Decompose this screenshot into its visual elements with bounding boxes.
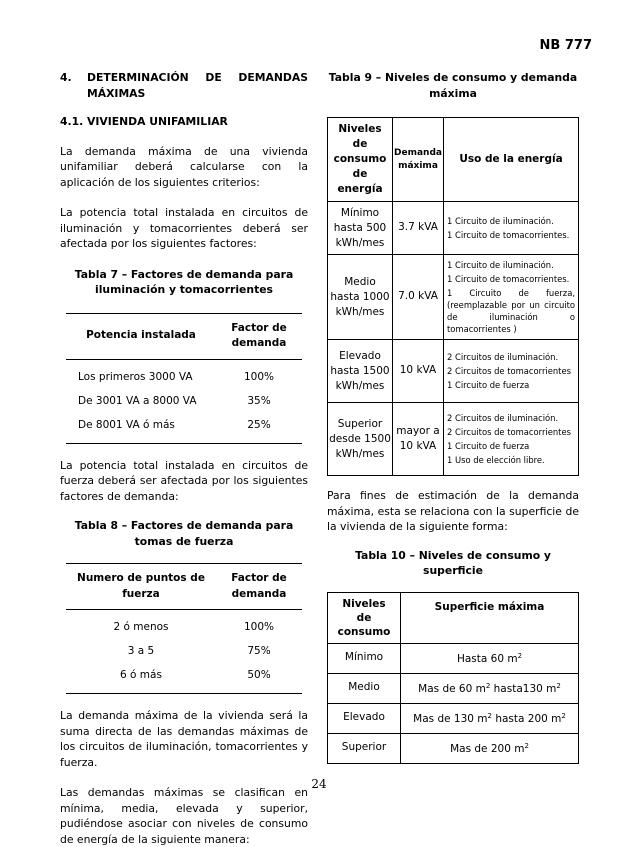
paragraph-3: La potencia total instalada en circuitos de fuerza deberá ser afectada por los siguientes factores de demanda: [60, 458, 308, 503]
table-10-area [401, 733, 579, 763]
table-row [66, 359, 302, 390]
table-row [66, 664, 302, 694]
table-9-level [328, 202, 393, 255]
table-9-level-line: kWh/mes [335, 379, 385, 392]
table-9-use-item: 1 Circuito de iluminación. [447, 216, 554, 226]
table-row [328, 643, 579, 673]
table-7-caption [60, 267, 308, 298]
table-8-factor: 50% [216, 664, 302, 694]
paragraph-5: Las demandas máximas se clasifican en mínima, media, elevada y superior, pudiéndose asociar con niveles de consumo de energía de la siguiente manera: [60, 786, 308, 846]
table-10-area-text: hasta 200 m [491, 712, 562, 725]
table-9-use-item: 1 Circuito de iluminación. [447, 260, 554, 270]
table-7-col1-header: Potencia instalada [66, 313, 216, 359]
table-9-demand-line: 10 kVA [399, 364, 437, 377]
table-9-use-item: 1 Circuito de fuerza [447, 380, 530, 390]
table-row [328, 403, 579, 476]
table-9-demand [393, 340, 444, 403]
table-10-level: Elevado [328, 703, 401, 733]
table-8-points: 6 ó más [66, 664, 216, 694]
table-9-level [328, 340, 393, 403]
paragraph-1: La demanda máxima de una vivienda unifamiliar deberá calcularse con la aplicación de los siguientes criterios: [60, 144, 308, 189]
table-10 [327, 592, 579, 764]
table-9-use-item: 2 Circuitos de tomacorrientes [447, 427, 571, 437]
table-10-area-exponent: 2 [517, 651, 523, 660]
table-8-col1-header-line1: Numero de puntos de [77, 572, 205, 584]
table-8-points: 2 ó menos [113, 621, 169, 634]
table-9-level-line: Medio [344, 275, 376, 288]
table-9-header [328, 118, 579, 202]
table-9-use-item: 1 Circuito de tomacorrientes. [447, 274, 570, 284]
table-10-area-exponent: 2 [487, 711, 492, 720]
table-7-range: Los primeros 3000 VA [78, 370, 193, 383]
table-10-area-text: Mas de 130 m [413, 712, 488, 725]
table-9-level-line: hasta 500 [333, 221, 387, 234]
table-9-demand [393, 403, 444, 476]
table-9-col2-header-line: máxima [398, 160, 438, 171]
section-4-1-number: 4.1. [60, 115, 84, 128]
table-row [328, 703, 579, 733]
table-10-area-exponent: 2 [485, 681, 491, 690]
table-7-header [66, 313, 302, 359]
table-row [328, 673, 579, 703]
table-8-factor: 100% [243, 621, 275, 634]
table-10-area-text: hasta130 m [490, 682, 557, 695]
table-8-col2-header-line1: Factor de [231, 572, 287, 584]
section-4-number: 4. [60, 71, 72, 84]
table-7-caption-line1: Tabla 7 – Factores de demanda para [74, 267, 294, 281]
table-row [328, 340, 579, 403]
table-8 [66, 563, 302, 694]
section-4-indent [60, 86, 87, 102]
table-7-range: De 3001 VA a 8000 VA [78, 394, 197, 407]
table-9-demand [393, 255, 444, 340]
table-9-level-line: hasta 1500 [330, 364, 390, 377]
table-row [66, 610, 302, 641]
table-9-use-item: 2 Circuitos de tomacorrientes [447, 366, 571, 376]
table-10-col1-header-line: consumo [337, 625, 391, 638]
table-7-range: De 8001 VA ó más [66, 414, 216, 444]
table-9-demand [393, 202, 444, 255]
table-9-level-line: Mínimo [340, 206, 380, 219]
table-10-area [401, 703, 579, 733]
table-9-level-line: kWh/mes [335, 305, 385, 318]
document-code: NB 777 [539, 38, 592, 53]
table-8-col1-header-line2: fuerza [122, 587, 160, 600]
table-9-demand-line: mayor a [396, 425, 440, 437]
table-9-demand-line: 10 kVA [399, 440, 437, 452]
table-row [66, 640, 302, 664]
table-9-demand-line: 7.0 kVA [398, 290, 438, 303]
table-row [66, 390, 302, 414]
table-10-col1-header-line: Niveles [342, 597, 386, 610]
table-8-caption-line2: tomas de fuerza [134, 534, 234, 548]
table-9-col1-header-line: consumo [333, 153, 387, 165]
table-8-factor: 75% [247, 645, 271, 658]
table-9-demand-line: 3.7 kVA [398, 221, 438, 234]
table-8-col1-header [66, 564, 216, 610]
table-10-caption-line2: superficie [423, 564, 483, 577]
table-10-area-text: Hasta 60 m [456, 652, 518, 665]
table-row [66, 414, 302, 444]
table-9 [327, 117, 579, 476]
table-9-level-line: desde 1500 [329, 432, 391, 445]
table-10-area-exponent: 2 [556, 681, 561, 690]
table-row [328, 733, 579, 763]
table-7-factor: 25% [216, 414, 302, 444]
table-9-caption-line1: Tabla 9 – Niveles de consumo y demanda [328, 71, 578, 84]
table-9-level-line: kWh/mes [335, 236, 385, 249]
left-column [60, 70, 308, 847]
table-10-col1-header [328, 592, 401, 643]
table-10-header [328, 592, 579, 643]
table-9-use-item: 2 Circuitos de iluminación. [447, 352, 559, 362]
table-7-caption-line2: iluminación y tomacorrientes [95, 283, 273, 296]
table-9-use-item: 1 Circuito de tomacorrientes. [447, 230, 570, 240]
paragraph-2: La potencia total instalada en circuitos de iluminación y tomacorrientes deberá ser afectada por los siguientes factores: [60, 206, 308, 250]
table-9-level [328, 255, 393, 340]
section-4-heading-cont [60, 86, 308, 102]
table-10-area-text: Mas de 200 m [450, 742, 525, 755]
table-7-col2-header-line2: demanda [231, 337, 287, 349]
table-7-factor: 35% [247, 394, 271, 407]
table-7-col2-header [216, 313, 302, 359]
section-4-heading [60, 70, 308, 86]
table-9-uses [444, 403, 579, 476]
table-10-area-exponent: 2 [524, 741, 529, 750]
table-9-caption-line2: máxima [429, 86, 477, 100]
table-9-caption [327, 70, 579, 101]
paragraph-6: Para fines de estimación de la demanda máxima, esta se relaciona con la superficie de la vivienda de la siguiente forma: [327, 489, 579, 533]
table-10-level: Mínimo [328, 643, 401, 673]
table-9-col1-header-line: de [352, 168, 368, 180]
table-9-level [328, 403, 393, 476]
table-row [328, 202, 579, 255]
table-9-level-line: Superior [337, 417, 383, 430]
table-10-level: Medio [328, 673, 401, 703]
section-4-title-line2: MÁXIMAS [87, 86, 146, 100]
table-9-uses [444, 255, 579, 340]
table-9-col3-header: Uso de la energía [444, 118, 579, 202]
table-8-points: 3 a 5 [127, 645, 155, 658]
table-10-caption-line1: Tabla 10 – Niveles de consumo y [355, 548, 551, 562]
table-9-col2-header [393, 118, 444, 202]
table-8-col2-header [216, 564, 302, 610]
page-number: 24 [311, 777, 327, 791]
table-10-area [401, 673, 579, 703]
table-10-area-text: Mas de 60 m [418, 682, 486, 695]
table-9-use-item: 1 Uso de elección libre. [447, 455, 545, 465]
table-9-use-item: 1 Circuito de fuerza, (reemplazable por un circuito de iluminación o tomacorrientes ) [447, 288, 575, 334]
table-10-area-exponent: 2 [561, 711, 566, 720]
table-10-col2-header: Superficie máxima [401, 592, 579, 643]
table-9-col1-header-line: energía [337, 183, 383, 195]
section-4-title-line1: DETERMINACIÓN DE DEMANDAS [87, 71, 308, 84]
table-10-caption [327, 548, 579, 579]
table-row [328, 255, 579, 340]
table-8-col2-header-line2: demanda [231, 587, 287, 600]
right-column [327, 70, 579, 764]
table-8-header [66, 564, 302, 610]
table-9-use-item: 1 Circuito de fuerza [447, 441, 530, 451]
table-7 [66, 313, 302, 444]
table-9-level-line: kWh/mes [335, 447, 385, 460]
table-9-uses [444, 340, 579, 403]
table-9-col1-header-line: de [352, 138, 368, 150]
section-4-1-title: VIVIENDA UNIFAMILIAR [87, 115, 228, 128]
section-4-1-heading [60, 114, 308, 130]
table-8-caption [60, 518, 308, 549]
table-9-uses [444, 202, 579, 255]
table-7-col2-header-line1: Factor de [231, 321, 287, 334]
table-9-col2-header-line: Demanda [394, 147, 442, 158]
paragraph-4: La demanda máxima de la vivienda será la suma directa de las demandas máximas de los circuitos de iluminación, tomacorrientes y fuerza. [60, 709, 308, 769]
table-10-level: Superior [328, 733, 401, 763]
table-9-col1-header-line: Niveles [338, 123, 382, 135]
table-9-level-line: Elevado [339, 349, 381, 362]
table-10-area [401, 643, 579, 673]
table-9-use-item: 2 Circuitos de iluminación. [447, 413, 559, 423]
table-10-col1-header-line: de [356, 611, 372, 624]
table-8-caption-line1: Tabla 8 – Factores de demanda para [74, 519, 294, 532]
table-9-col1-header [328, 118, 393, 202]
table-7-factor: 100% [243, 370, 275, 383]
table-9-level-line: hasta 1000 [330, 290, 390, 303]
